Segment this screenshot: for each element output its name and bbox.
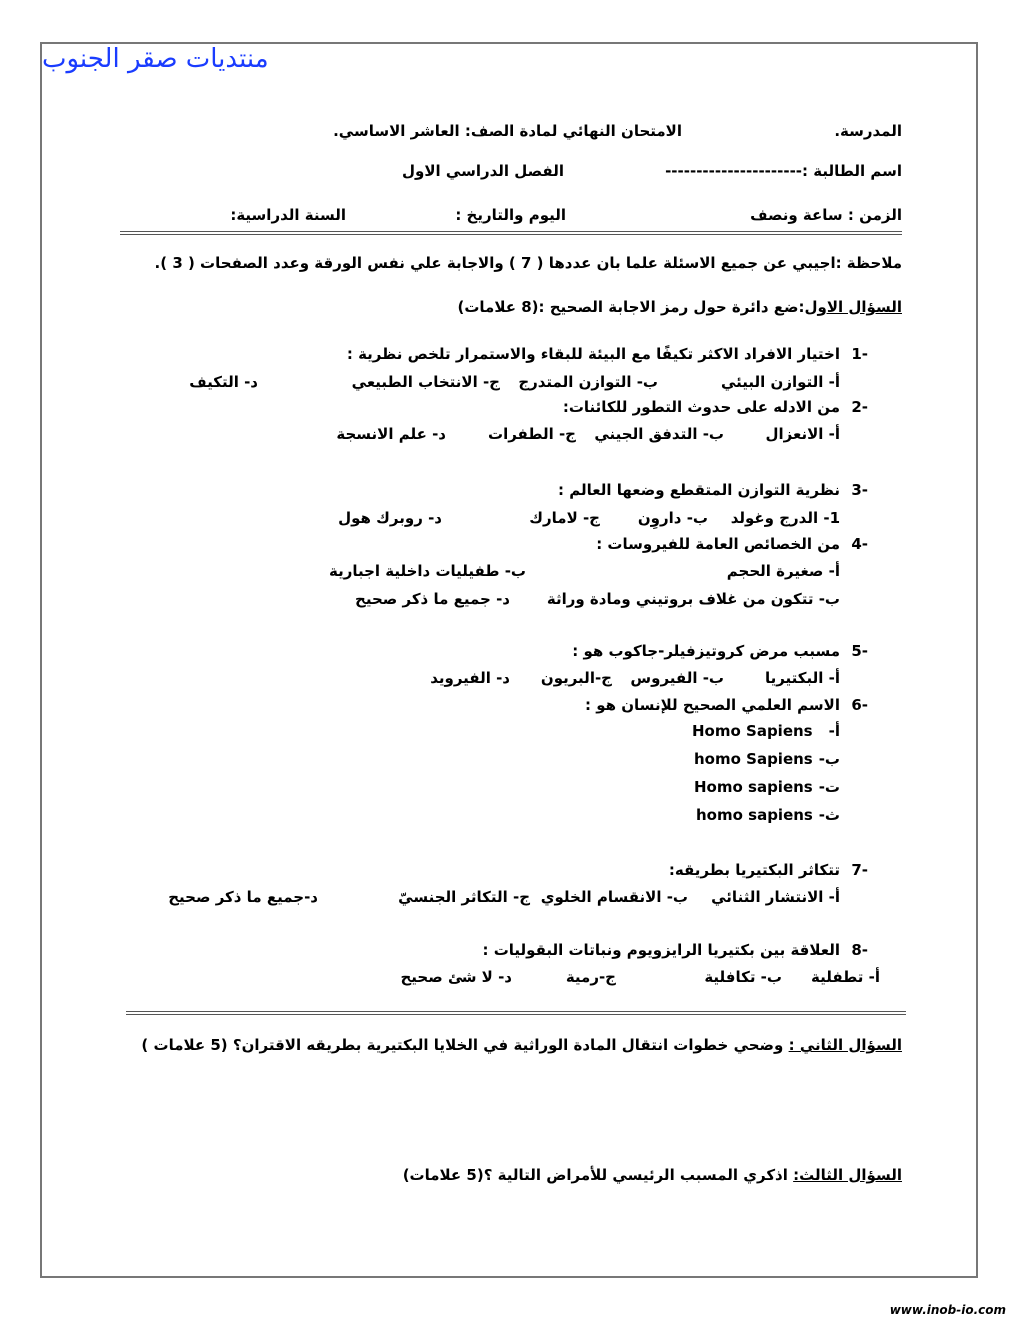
q1-item-8-option-d: د- لا شئ صحيح bbox=[400, 968, 512, 986]
semester-label: الفصل الدراسي الاول bbox=[402, 162, 564, 180]
q1-title-text: :ضع دائرة حول رمز الاجابة الصحيح :(8 علامات) bbox=[457, 298, 805, 316]
page-border bbox=[40, 42, 978, 1278]
q1-item-4-option-d: د- جميع ما ذكر صحيح bbox=[355, 590, 510, 608]
q1-item-7-option-b: ب- الانقسام الخلوي bbox=[540, 888, 688, 906]
q1-item-6-option-a: Homo Sapiens bbox=[692, 722, 813, 740]
q1-item-5-option-a: أ- البكتيريا bbox=[764, 669, 840, 687]
q1-item-8-option-c: ج-رمية bbox=[565, 968, 616, 986]
time-label: الزمن : ساعة ونصف bbox=[750, 206, 902, 224]
q1-item-3-option-b: ب- داروِن bbox=[637, 509, 708, 527]
q1-item-6-option-d-letter: ث- bbox=[818, 806, 840, 824]
q1-item-7-text: تتكاثر البكتيريا بطريقه: bbox=[668, 861, 840, 879]
q1-item-6-option-c-letter: ت- bbox=[818, 778, 840, 796]
day-date-label: اليوم والتاريخ : bbox=[455, 206, 566, 224]
q1-item-6-option-b: homo Sapiens bbox=[694, 750, 813, 768]
q1-item-6-text: الاسم العلمي الصحيح للإنسان هو : bbox=[585, 696, 840, 714]
q1-item-7-option-a: أ- الانتشار الثنائي bbox=[711, 888, 840, 906]
q1-item-7-option-d: د-جميع ما ذكر صحيح bbox=[168, 888, 318, 906]
student-name-label: اسم الطالبة :---------------------- bbox=[665, 162, 902, 180]
q1-item-4-option-b: ب- طفيليات داخلية اجبارية bbox=[328, 562, 526, 580]
q1-item-3-option-c: ج- لامارك bbox=[529, 509, 600, 527]
q3-title bbox=[403, 1166, 902, 1184]
q1-item-1-option-d: د- التكيف bbox=[189, 373, 258, 391]
q1-item-5-num: 5- bbox=[851, 642, 868, 660]
q1-item-2-option-c: ج- الطفرات bbox=[488, 425, 576, 443]
q1-item-2-option-b: ب- التدفق الجيني bbox=[594, 425, 724, 443]
footer-url: www.inob-io.com bbox=[889, 1303, 1006, 1317]
q1-item-5-option-d: د- الفيرويد bbox=[430, 669, 510, 687]
forum-title: منتديات صقر الجنوب bbox=[42, 44, 269, 74]
q1-item-8-option-a: أ- تطفلية bbox=[811, 968, 880, 986]
q1-item-6-option-d: homo sapiens bbox=[696, 806, 813, 824]
q1-item-5-text: مسبب مرض كروتيزفيلر-جاكوب هو : bbox=[572, 642, 840, 660]
q1-item-3-text: نظرية التوازن المتقطع وضعها العالم : bbox=[558, 481, 840, 499]
q1-item-4-text: من الخصائص العامة للفيروسات : bbox=[596, 535, 840, 553]
exam-note: ملاحظة :اجيبي عن جميع الاسئلة علما بان عددها ( 7 ) والاجابة علي نفس الورقة وعدد الصفحات ( 3 ). bbox=[154, 254, 902, 272]
q1-item-5-option-c: ج-البريون bbox=[540, 669, 612, 687]
q1-title bbox=[458, 298, 903, 316]
q1-item-1-option-c: ج- الانتخاب الطبيعي bbox=[351, 373, 500, 391]
q2-title-text: وضحي خطوات انتقال المادة الوراثية في الخلايا البكتيرية بطريقه الاقتران؟ (5 علامات ) bbox=[141, 1036, 789, 1054]
q1-item-2-text: من الادله على حدوث التطور للكائنات: bbox=[562, 398, 840, 416]
q3-title-text: اذكري المسبب الرئيسي للأمراض التالية ؟(5 علامات) bbox=[402, 1166, 794, 1184]
q3-title-label: السؤال الثالث: bbox=[793, 1166, 902, 1184]
q1-item-7-num: 7- bbox=[851, 861, 868, 879]
q1-item-8-option-b: ب- تكافلية bbox=[704, 968, 782, 986]
q1-item-7-option-c: ج- التكاثر الجنسيّ bbox=[398, 888, 530, 906]
q1-item-6-num: 6- bbox=[851, 696, 868, 714]
q1-item-2-num: 2- bbox=[851, 398, 868, 416]
school-label: المدرسة. bbox=[834, 122, 902, 140]
q1-item-5-option-b: ب- الفيروس bbox=[630, 669, 724, 687]
q2-title-label: السؤال الثاني : bbox=[788, 1036, 902, 1054]
q1-item-2-option-d: د- علم الانسجة bbox=[336, 425, 446, 443]
q1-item-3-num: 3- bbox=[851, 481, 868, 499]
q1-item-1-option-a: أ- التوازن البيئي bbox=[720, 373, 840, 391]
q1-item-6-option-a-letter: أ- bbox=[828, 722, 840, 740]
q1-item-4-num: 4- bbox=[851, 535, 868, 553]
q1-divider bbox=[126, 1011, 906, 1015]
q1-item-4-option-c: ب- تتكون من غلاف بروتيني ومادة وراثة bbox=[546, 590, 840, 608]
q1-item-8-text: العلاقة بين بكتيريا الرايزويوم ونباتات البقوليات : bbox=[482, 941, 840, 959]
q1-item-3-option-a: 1- الدرج وغولد bbox=[730, 509, 840, 527]
q1-title-label: السؤال الاول bbox=[804, 298, 902, 316]
q1-item-1-num: 1- bbox=[851, 345, 868, 363]
q1-item-3-option-d: د- روبرك هول bbox=[338, 509, 442, 527]
q1-item-4-option-a: أ- صغيرة الحجم bbox=[726, 562, 840, 580]
q1-item-1-option-b: ب- التوازن المتدرج bbox=[518, 373, 658, 391]
exam-title: الامتحان النهائي لمادة الصف: العاشر الاساسي. bbox=[333, 122, 682, 140]
q1-item-2-option-a: أ- الانعزال bbox=[765, 425, 840, 443]
q1-item-6-option-b-letter: ب- bbox=[818, 750, 840, 768]
q1-item-1-text: اختيار الافراد الاكثر تكيفًا مع البيئة للبقاء والاستمرار تلخص نظرية : bbox=[346, 345, 840, 363]
q1-item-6-option-c: Homo sapiens bbox=[694, 778, 813, 796]
header-divider bbox=[120, 231, 902, 235]
school-year-label: السنة الدراسية: bbox=[230, 206, 346, 224]
q1-item-8-num: 8- bbox=[851, 941, 868, 959]
q2-title bbox=[141, 1036, 902, 1054]
